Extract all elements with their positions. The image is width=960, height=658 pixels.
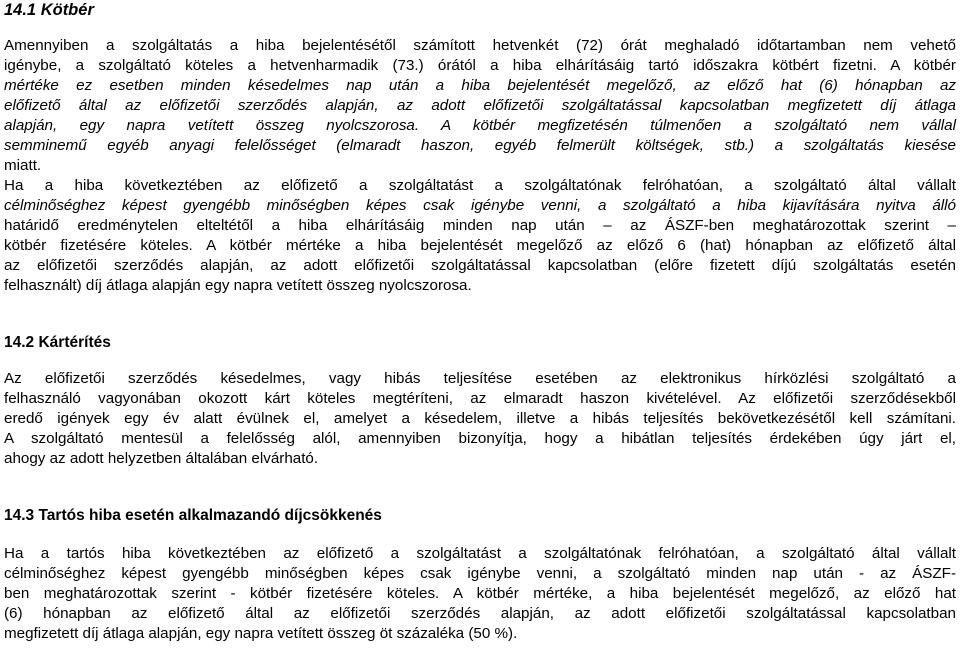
paragraph-line: Az előfizetői szerződés késedelmes, vagy hibás teljesítése esetében az elektronikus hírközlési szolgáltató a bbox=[4, 370, 956, 387]
paragraph-line: eredő igények egy év alatt évülnek el, amelyet a késedelem, illetve a hibás teljesítés bekövetkezésétől kell számítani. bbox=[4, 410, 956, 427]
paragraph-line: igénybe, a szolgáltató köteles a hetvenharmadik (73.) órától a hiba elhárításáig tartó időszakra kötbért fizetni. A kötbér bbox=[4, 57, 956, 74]
paragraph-line: (6) hónapban az előfizető által az előfizetői szerződés alapján, az adott előfizetői szolgáltatással kapcsolatban bbox=[4, 605, 956, 622]
paragraph-line: semminemű egyéb anyagi felelősséget (elmaradt haszon, egyéb felmerült költségek, stb.) a szolgáltatás kiesése bbox=[4, 137, 956, 154]
paragraph-line: A szolgáltató mentesül a felelősség alól, amennyiben bizonyítja, hogy a hibátlan teljesítés érdekében úgy járt el, bbox=[4, 430, 956, 447]
section-heading-dijcsokkenes: 14.3 Tartós hiba esetén alkalmazandó díjcsökkenés bbox=[4, 507, 382, 524]
paragraph-line: határidő eredménytelen elteltétől a hiba elhárításáig minden nap után – az ÁSZF-ben meghatározottak szerint – bbox=[4, 217, 956, 234]
section-heading-kotber: 14.1 Kötbér bbox=[4, 1, 94, 19]
paragraph-line: Ha a tartós hiba következtében az előfizető a szolgáltatást a szolgáltatónak felróhatóan, a szolgáltató által vállalt bbox=[4, 545, 956, 562]
paragraph-line: Amennyiben a szolgáltatás a hiba bejelentésétől számított hetvenkét (72) órát meghaladó időtartamban nem vehető bbox=[4, 37, 956, 54]
paragraph-line: mértéke ez esetben minden késedelmes nap után a hiba bejelentését megelőző, az előző hat (6) hónapban az bbox=[4, 77, 956, 94]
paragraph-line: kötbér fizetésére köteles. A kötbér mértéke a hiba bejelentését megelőző az előző 6 (hat) hónapban az előfizető által bbox=[4, 237, 956, 254]
paragraph-line: felhasznált) díj átlaga alapján egy napra vetített összeg nyolcszorosa. bbox=[4, 277, 472, 294]
section-heading-karterites: 14.2 Kártérítés bbox=[4, 334, 111, 351]
paragraph-line: célminőséghez képest gyengébb minőségben képes csak igénybe venni, a szolgáltató minden nap után - az ÁSZF- bbox=[4, 565, 956, 582]
paragraph-line: előfizető által az előfizetői szerződés alapján, az adott előfizetői szolgáltatással kapcsolatban megfizetett díj átlaga bbox=[4, 97, 956, 114]
paragraph-line: ben meghatározottak szerint - kötbér fizetésére köteles. A kötbér mértéke, a hiba bejelentését megelőző, az előző hat bbox=[4, 585, 956, 602]
paragraph-line: felhasználó vagyonában okozott kárt köteles megtéríteni, az elmaradt haszon kivételével. Az előfizetői szerződésekből bbox=[4, 390, 956, 407]
paragraph-line: célminőséghez képest gyengébb minőségben képes csak igénybe venni, a szolgáltató a hiba kijavítására nyitva álló bbox=[4, 197, 956, 214]
paragraph-line: megfizetett díj átlaga alapján, egy napra vetített összeg öt százaléka (50 %). bbox=[4, 625, 518, 642]
paragraph-line: az előfizetői szerződés alapján, az adott előfizetői szolgáltatással kapcsolatban (előre fizetett díjú szolgáltatás esetén bbox=[4, 257, 956, 274]
paragraph-line: alapján, egy napra vetített összeg nyolcszorosa. A kötbér megfizetésén túlmenően a szolgáltató nem vállal bbox=[4, 117, 956, 134]
paragraph-line: ahogy az adott helyzetben általában elvárható. bbox=[4, 450, 319, 467]
paragraph-line: Ha a hiba következtében az előfizető a szolgáltatást a szolgáltatónak felróhatóan, a szolgáltató által vállalt bbox=[4, 177, 956, 194]
paragraph-line: miatt. bbox=[4, 157, 42, 174]
